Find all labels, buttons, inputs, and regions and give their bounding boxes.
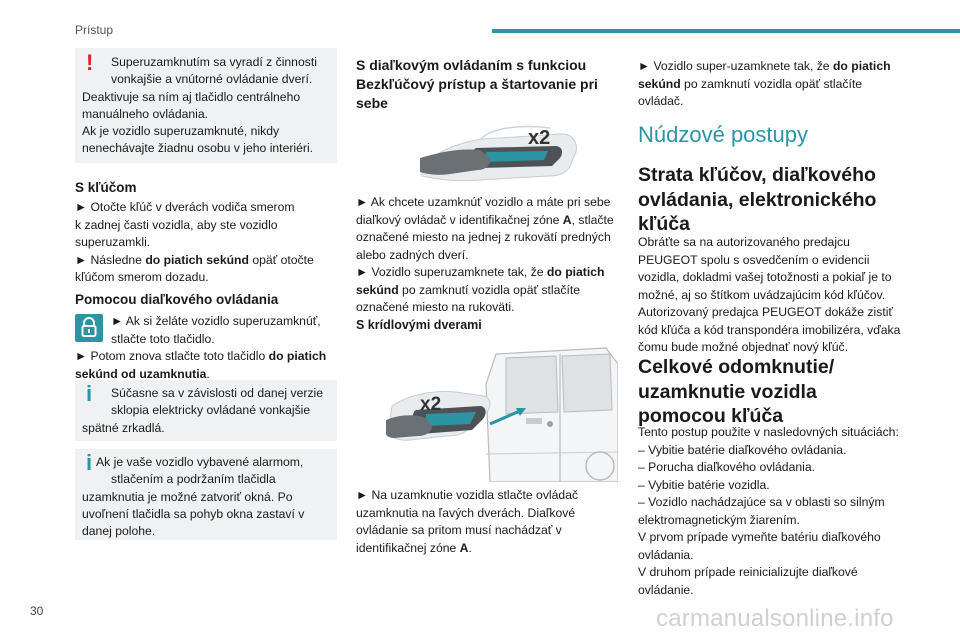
wing-doors-illustration — [386, 344, 618, 482]
text-line: alebo zadných dverí. — [356, 247, 469, 262]
warning-line: Ak je vozidlo superuzamknuté, nikdy — [82, 124, 280, 139]
text-line: vozidla, dokladmi vašej totožnosti a pokiaľ je to — [638, 270, 892, 284]
text-line: ► Ak si želáte vozidlo superuzamknúť, — [111, 314, 321, 328]
text-line: k zadnej časti vozidla, aby ste vozidlo — [75, 217, 278, 232]
text-line: označené miesto na rukoväti. — [356, 300, 515, 314]
text-line: ► Otočte kľúč v dverách vodiča smerom — [75, 200, 295, 214]
wing-doors-title: S krídlovými dverami — [356, 318, 482, 332]
info-icon: i — [86, 450, 93, 475]
text-line: ► Vozidlo superuzamknete tak, že do piatich — [356, 265, 605, 279]
text-line: – Vybitie batérie vozidla. — [638, 477, 770, 492]
text-line: možné, aj so štítkom uvádzajúcim kód kľúčov. — [638, 287, 886, 302]
text-line: ► Ak chcete uzamknúť vozidlo a máte pri sebe — [356, 195, 611, 209]
text-line: ovládanie sa pritom musí nachádzať v — [356, 523, 562, 537]
text-line: elektromagnetickým žiarením. — [638, 512, 800, 527]
wing-doors-text — [356, 487, 618, 557]
watermark: carmanualsonline.info — [656, 605, 894, 632]
info-line: spätné zrkadlá. — [82, 420, 165, 435]
text-line: V prvom prípade vymeňte batériu diaľkového — [638, 530, 881, 544]
header-accent-bar — [492, 29, 960, 33]
lost-keys-text — [638, 234, 918, 357]
text-line: identifikačnej zóne A. — [356, 540, 472, 555]
keyless-lock-text — [356, 194, 618, 317]
text-line: ovládania. — [638, 547, 694, 562]
text-line: sekúnd po zamknutí vozidla opäť stlačíte — [638, 76, 863, 91]
text-line: označené miesto na jednej z rukovätí predných — [356, 230, 611, 244]
text-line: Autorizovaný predajca PEUGEOT dokáže zistiť — [638, 305, 893, 319]
text-line: PEUGEOT spolu s osvedčením o evidencii — [638, 252, 870, 267]
info-line: sklopia elektricky ovládané vonkajšie — [111, 403, 311, 418]
remote-section-text — [75, 313, 337, 383]
text-line: diaľkový ovládač v identifikačnej zóne A, stlačte — [356, 212, 614, 227]
running-header: Prístup — [75, 23, 114, 37]
x2-label: x2 — [528, 127, 551, 149]
info-line: Súčasne sa v závislosti od danej verzie — [111, 386, 324, 400]
text-line: ovládač. — [638, 94, 684, 108]
text-line: čomu bude možné objednať nový kľúč. — [638, 340, 849, 354]
remote-section-title: Pomocou diaľkového ovládania — [75, 292, 279, 307]
text-line: – Porucha diaľkového ovládania. — [638, 460, 816, 474]
lost-keys-title: Strata kľúčov, diaľkového ovládania, elektronického kľúča — [638, 164, 877, 235]
text-line: V druhom prípade reinicializujte diaľkové — [638, 565, 858, 579]
warning-line: vonkajšie a vnútorné ovládanie dverí. — [111, 72, 313, 87]
text-line: Tento postup použite v nasledovných situáciách: — [638, 425, 899, 439]
info-line: uzamknutia je možné zatvoriť okná. Po — [82, 489, 293, 504]
info-box-mirrors — [75, 380, 337, 441]
text-line: – Vozidlo nachádzajúce sa v oblasti so silným — [638, 495, 885, 509]
warning-line: Deaktivuje sa ním aj tlačidlo centrálneho — [82, 89, 301, 104]
text-line: Obráťte sa na autorizovaného predajcu — [638, 235, 850, 249]
text-line: sekúnd po zamknutí vozidla opäť stlačíte — [356, 282, 581, 297]
total-unlock-text — [638, 424, 918, 599]
info-line: danej polohe. — [82, 524, 156, 539]
key-section-title: S kľúčom — [75, 180, 137, 195]
key-section-text — [75, 199, 337, 287]
door-handle-double-press-illustration — [420, 118, 580, 190]
warning-box — [75, 48, 337, 163]
text-line: sekúnd od uzamknutia. — [75, 366, 210, 381]
text-line: kľúčom smerom dozadu. — [75, 270, 209, 284]
superlock-text — [638, 58, 900, 111]
total-unlock-title: Celkové odomknutie/ uzamknutie vozidla pomocou kľúča — [638, 356, 835, 427]
info-line: uvoľnení tlačidla sa pohyb okna zastaví v — [82, 506, 305, 521]
text-line: superuzamkli. — [75, 235, 151, 249]
info-line: stlačením a podržaním tlačidla — [111, 472, 276, 487]
warning-line: manuálneho ovládania. — [82, 106, 209, 121]
warning-line: nenechávajte žiadnu osobu v jeho interiéri. — [82, 141, 314, 156]
warning-line: Superuzamknutím sa vyradí z činnosti — [111, 55, 317, 69]
emergency-title: Núdzové postupy — [638, 122, 808, 147]
info-line: Ak je vaše vozidlo vybavené alarmom, — [96, 455, 304, 469]
text-line: uzamknutia na ľavých dverách. Diaľkové — [356, 505, 576, 520]
text-line: ► Na uzamknutie vozidla stlačte ovládač — [356, 488, 579, 502]
info-icon: i — [86, 381, 93, 406]
text-line: ► Potom znova stlačte toto tlačidlo do piatich — [75, 349, 327, 363]
keyless-section-title: S diaľkovým ovládaním s funkciou Bezkľúčový prístup a štartovanie pri sebe — [356, 57, 598, 111]
page-number: 30 — [30, 604, 44, 618]
warning-icon: ! — [86, 50, 94, 75]
text-line: ovládanie. — [638, 582, 694, 597]
text-line: kód kľúča a kód transpondéra imobilizéra, vďaka — [638, 322, 901, 337]
text-line: ► Následne do piatich sekúnd opäť otočte — [75, 252, 314, 267]
text-line: ► Vozidlo super-uzamknete tak, že do piatich — [638, 59, 891, 73]
text-line: stlačte toto tlačidlo. — [111, 331, 215, 346]
info-box-alarm — [75, 449, 337, 540]
x2-label: x2 — [420, 394, 442, 415]
text-line: – Vybitie batérie diaľkového ovládania. — [638, 442, 847, 457]
